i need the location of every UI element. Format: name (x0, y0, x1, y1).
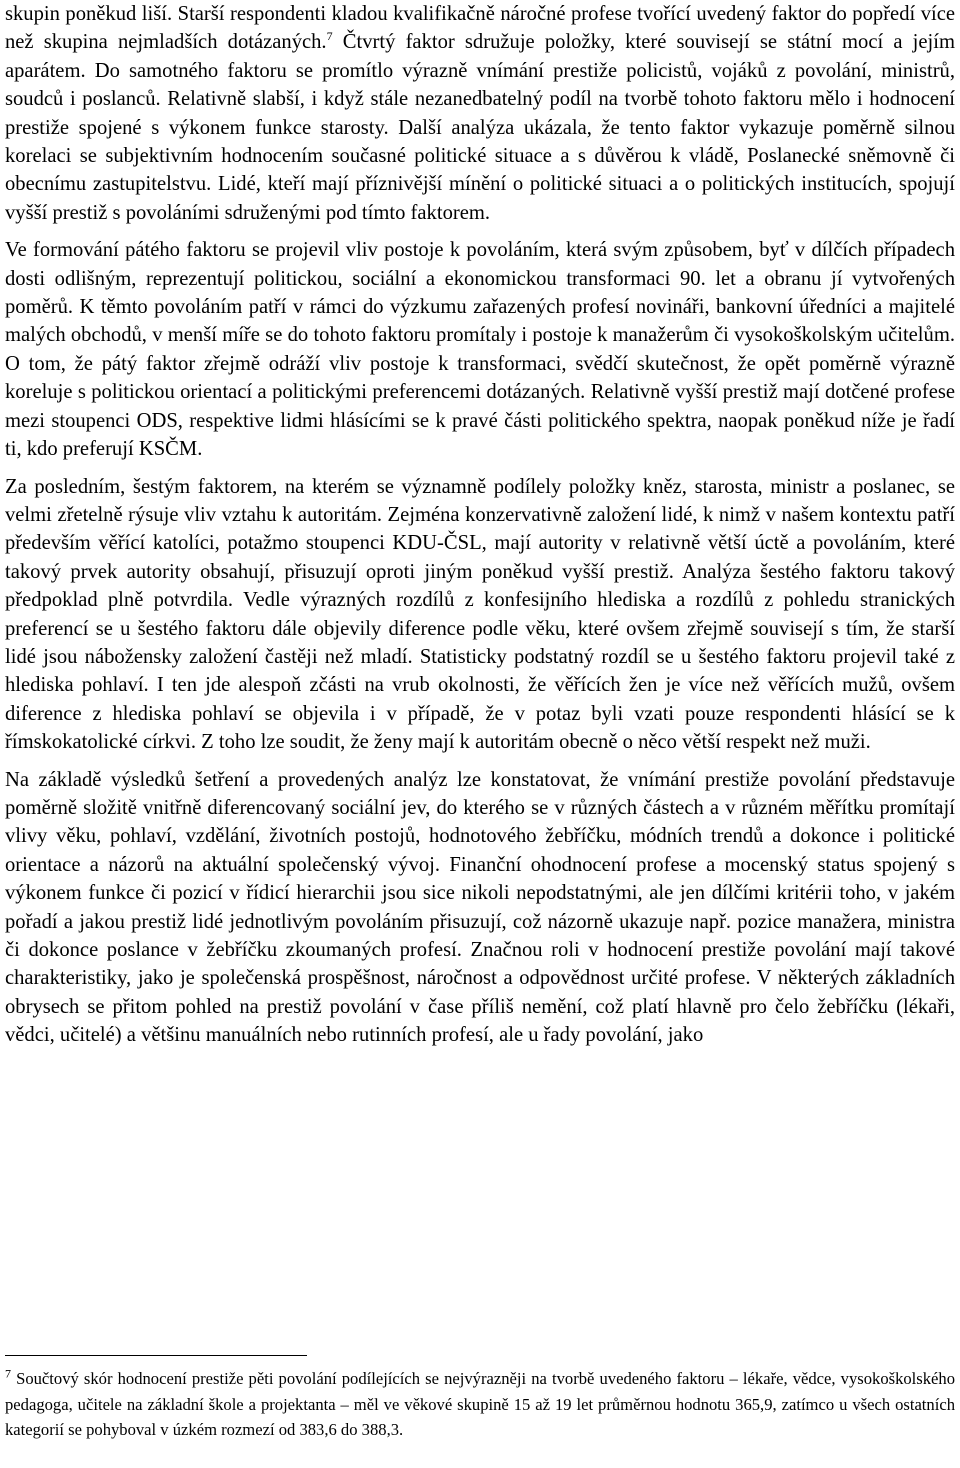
paragraph-4: Na základě výsledků šetření a provedených analýz lze konstatovat, že vnímání prestiže povolání představuje poměrně složitě vnitřně diferencovaný sociální jev, do kterého se v různých částech a v různém měřítku promítají vlivy věku, pohlaví, vzdělání, životních postojů, hodnotového žebříčku, módních trendů a dokonce i politické orientace a názorů na aktuální společenský vývoj. Finanční ohodnocení profese a mocenský status spojený s výkonem funkce či pozicí v řídicí hierarchii jsou sice nikoli nepodstatnými, ale jen dílčími kritérii toho, v jakém pořadí a jakou prestiž lidé jednotlivým povoláním přisuzují, což názorně ukazuje např. pozice manažera, ministra či dokonce poslance v žebříčku zkoumaných profesí. Značnou roli v hodnocení prestiže povolání mají takové charakteristiky, jako je společenská prospěšnost, náročnost a odpovědnost určité profese. V některých základních obrysech se přitom pohled na prestiž povolání v čase příliš nemění, což platí hlavně pro čelo žebříčku (lékaři, vědci, učitelé) a většinu manuálních nebo rutinních profesí, ale u řady povolání, jako (5, 768, 955, 1047)
footnote (5, 1366, 955, 1443)
paragraph-3: Za posledním, šestým faktorem, na kterém se významně podílely položky kněz, starosta, ministr a poslanec, se velmi zřetelně rýsuje vliv vztahu k autoritám. Zejména konzervativně založení lidé, k nimž v našem kontextu patří především věřící katolíci, potažmo stoupenci KDU-ČSL, mají autority v relativně větší úctě a povoláním, které takový prvek autority obsahují, přisuzují oproti jiným poněkud vyšší prestiž. Analýza šestého faktoru takový předpoklad plně potvrdila. Vedle výrazných rozdílů z konfesijního hlediska a rozdílů z pohledu stranických preferencí se u šestého faktoru dále objevily diference podle věku, které ovšem zřejmě souvisejí s tím, že starší lidé jsou nábožensky založení častěji než mladí. Statisticky podstatný rozdíl se u šestého faktoru projevil také z hlediska pohlaví. I ten jde alespoň zčásti na vrub okolnosti, že věřících žen je více než věřících mužů, ovšem diference z hlediska pohlaví se objevila i v případě, že v potaz byli vzati pouze respondenti hlásící se k římskokatolické církvi. Z toho lze soudit, že ženy mají k autoritám obecně o něco větší respekt než muži. (5, 475, 955, 754)
paragraph-1-text: skupin poněkud liší. Starší respondenti kladou kvalifikačně náročné profese tvořící uvedený faktor do popředí více než skupina nejmladších dotázaných. (5, 3, 955, 54)
footnote-reference[interactable]: 7 (326, 29, 333, 44)
paragraph-2: Ve formování pátého faktoru se projevil vliv postoje k povoláním, která svým způsobem, byť v dílčích případech dosti odlišným, reprezentují politickou, sociální a ekonomickou transformaci 90. let a obranu jí vytvořených poměrů. K těmto povoláním patří v rámci do výzkumu zařazených profesí novináři, bankovní úředníci a majitelé malých obchodů, v menší míře se do tohoto faktoru promítaly i postoje k manažerům či vysokoškolským učitelům. O tom, že pátý faktor zřejmě odráží vliv postoje k transformaci, svědčí skutečnost, že opět poměrně výrazně koreluje s politickou orientací a politickými preferencemi dotázaných. Relativně vyšší prestiž mají dotčené profese mezi stoupenci ODS, respektive lidmi hlásícími se k pravé části politického spektra, naopak poněkud níže je řadí ti, kdo preferují KSČM. (5, 239, 955, 461)
paragraph-1 (5, 0, 955, 227)
document-page (5, 0, 955, 1050)
footnote-area (5, 1355, 955, 1443)
paragraph-1-rest: Čtvrtý faktor sdružuje položky, které souvisejí se státní mocí a jejím aparátem. Do samotného faktoru se promítlo výrazně vnímání prestiže policistů, vojáků z povolání, ministrů, soudců i poslanců. Relativně slabší, i když stále nezanedbatelný podíl na tvorbě tohoto faktoru mělo i hodnocení prestiže spojené s výkonem funkce starosty. Další analýza ukázala, že tento faktor vykazuje poměrně silnou korelaci se subjektivním hodnocením současné politické situace a s důvěrou k vládě, Poslanecké sněmovně či obecnímu zastupitelstvu. Lidé, kteří mají příznivější mínění o politické situaci a o politických institucích, spojují vyšší prestiž s povoláními sdruženými pod tímto faktorem. (5, 31, 956, 224)
footnote-text: Součtový skór hodnocení prestiže pěti povolání podílejících se nejvýrazněji na tvorbě uvedeného faktoru – lékaře, vědce, vysokoškolského pedagoga, učitele na základní škole a projektanta – měl ve věkové skupině 15 až 19 let průměrnou hodnotu 365,9, zatímco u všech ostatních kategorií se pohyboval v úzkém rozmezí od 383,6 do 388,3. (5, 1369, 955, 1440)
footnote-separator (5, 1355, 307, 1356)
footnote-number: 7 (5, 1366, 11, 1381)
